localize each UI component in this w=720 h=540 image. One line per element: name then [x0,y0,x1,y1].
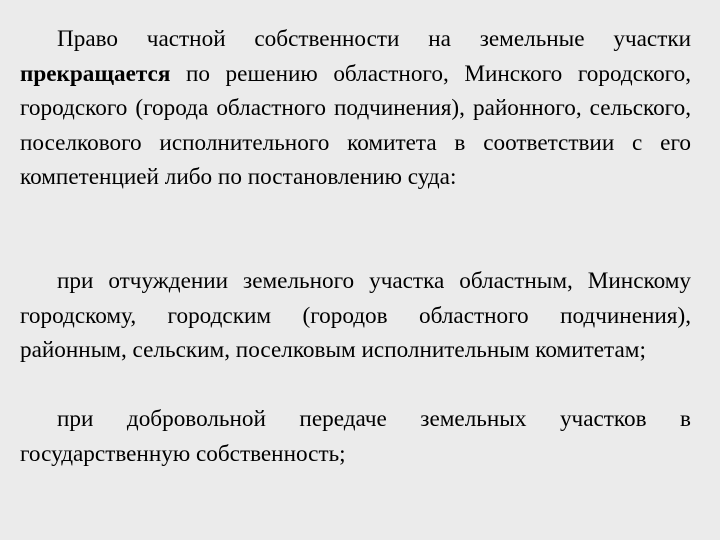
paragraph-termination-grounds [20,22,691,195]
paragraph-alienation-to-committees: при отчуждении земельного участка областным, Минскому городскому, городским (городов областного подчинения), районным, сельским, поселковым исполнительным комитетам; [20,268,691,364]
paragraph-voluntary-transfer: при добровольной передаче земельных участков в государственную собственность; [20,406,691,467]
paragraph-1-rest-text: по решению областного, Минского городского, городского (города областного подчинения), районного, сельского, поселкового исполнительного комитета в соответствии с его компетенцией либо по постановлению суда: [20,60,691,191]
paragraph-1-bold-term: прекращается [20,60,171,87]
paragraph-1-lead-text: Право частной собственности на земельные участки [57,26,691,52]
